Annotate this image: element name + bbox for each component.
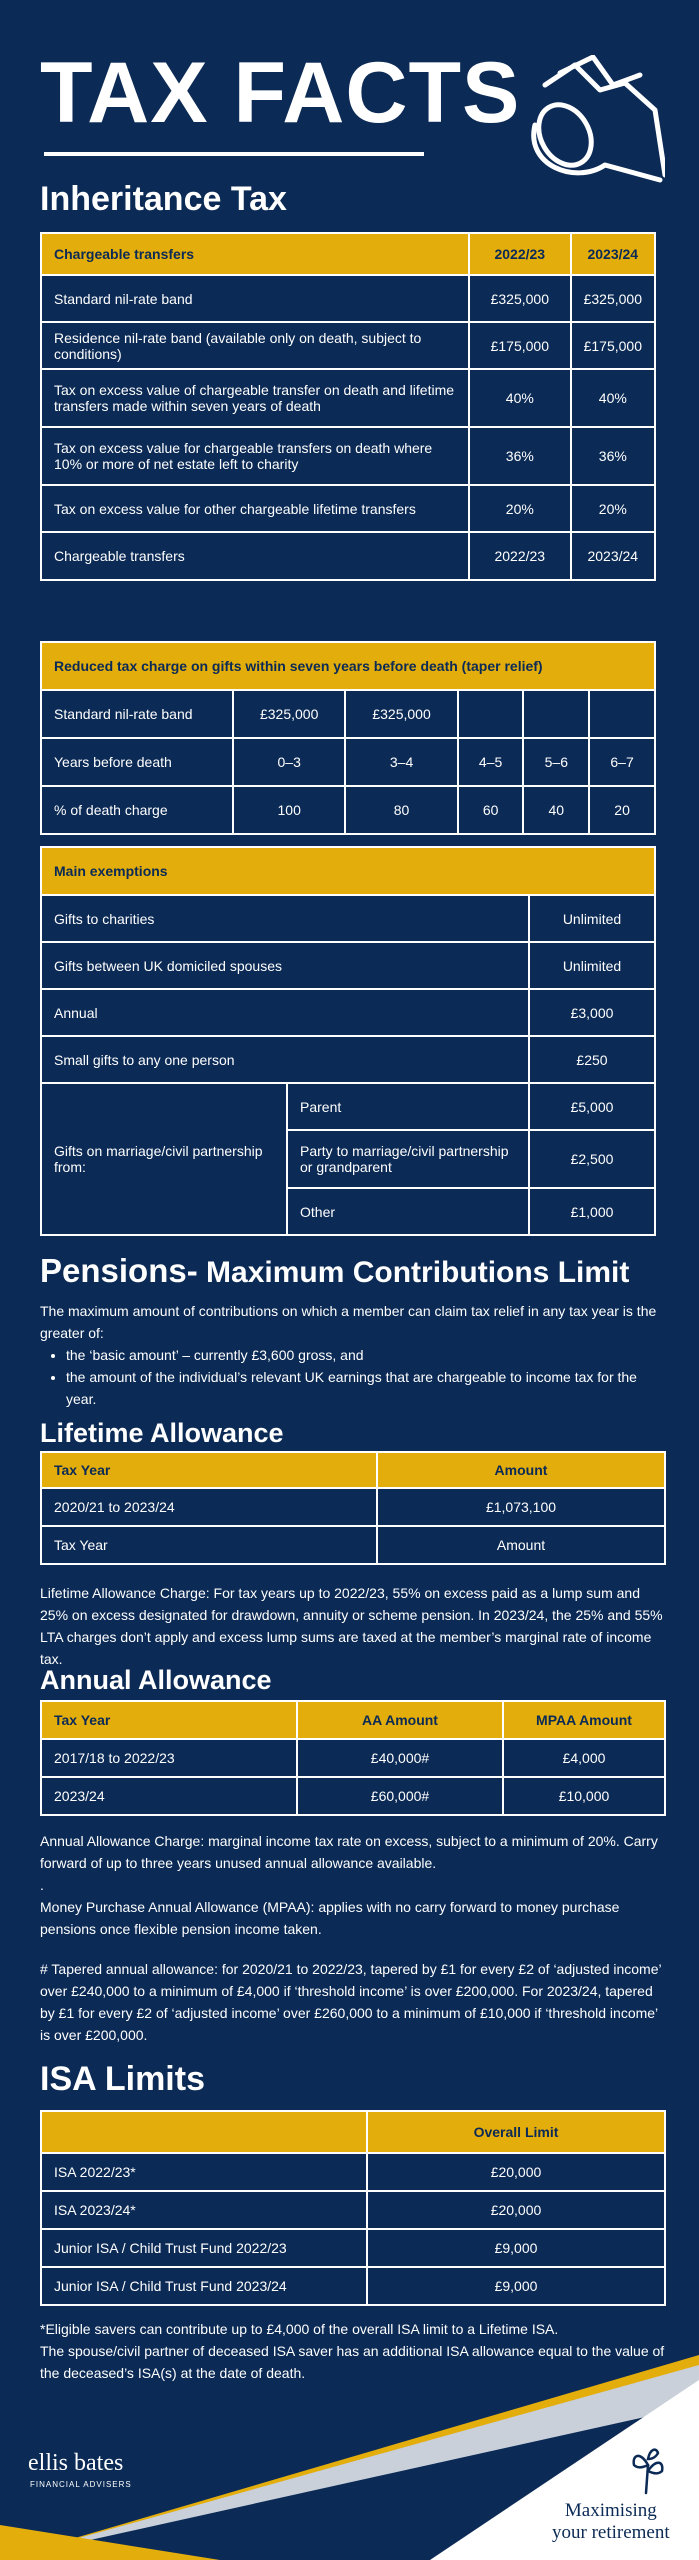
table-row bbox=[41, 275, 655, 322]
company-logo-sub: FINANCIAL ADVISERS bbox=[30, 2480, 132, 2489]
table-row bbox=[41, 690, 655, 738]
table-cell: 40% bbox=[571, 369, 655, 427]
table-cell: % of death charge bbox=[41, 786, 233, 834]
table-cell: Annual bbox=[41, 989, 529, 1036]
table-row bbox=[41, 2267, 665, 2305]
title-underline bbox=[44, 152, 424, 156]
hand-ok-icon bbox=[505, 55, 665, 190]
table-cell: 2023/24 bbox=[41, 1777, 297, 1815]
lifetime-allowance-heading: Lifetime Allowance bbox=[40, 1418, 284, 1448]
table-header-cell: AA Amount bbox=[297, 1701, 503, 1739]
tagline-line-2: your retirement bbox=[552, 2522, 670, 2543]
table-cell: Amount bbox=[377, 1526, 665, 1564]
table-cell bbox=[589, 690, 655, 738]
annual-allowance-heading: Annual Allowance bbox=[40, 1665, 272, 1695]
company-logo: ellis bates bbox=[28, 2450, 124, 2476]
plant-icon bbox=[626, 2445, 668, 2495]
table-row bbox=[41, 1083, 655, 1130]
table-cell: £10,000 bbox=[503, 1777, 665, 1815]
table-header-cell: Tax Year bbox=[41, 1452, 377, 1488]
table-cell: 80 bbox=[345, 786, 457, 834]
table-cell: Gifts on marriage/civil partnership from: bbox=[41, 1083, 287, 1235]
table-header-cell: Chargeable transfers bbox=[41, 233, 469, 275]
table-cell: 2020/21 to 2023/24 bbox=[41, 1488, 377, 1526]
table-header-cell bbox=[41, 2111, 367, 2153]
inheritance-rates-table bbox=[40, 232, 656, 581]
table-cell: Standard nil-rate band bbox=[41, 275, 469, 322]
table-cell: ISA 2023/24* bbox=[41, 2191, 367, 2229]
table-row bbox=[41, 532, 655, 580]
table-cell: Small gifts to any one person bbox=[41, 1036, 529, 1083]
table-cell: 36% bbox=[469, 427, 571, 485]
table-cell: Junior ISA / Child Trust Fund 2022/23 bbox=[41, 2229, 367, 2267]
table-cell: £250 bbox=[529, 1036, 655, 1083]
isa-note-lifetime: *Eligible savers can contribute up to £4,000 of the overall ISA limit to a Lifetime ISA. bbox=[40, 2321, 559, 2337]
table-cell: 20% bbox=[571, 485, 655, 532]
table-cell: £4,000 bbox=[503, 1739, 665, 1777]
table-row bbox=[41, 1488, 665, 1526]
pensions-heading-main: Pensions- bbox=[40, 1252, 198, 1289]
table-cell: £20,000 bbox=[367, 2191, 665, 2229]
table-cell: Chargeable transfers bbox=[41, 532, 469, 580]
table-row bbox=[41, 485, 655, 532]
table-cell: 0–3 bbox=[233, 738, 345, 786]
table-cell: 2017/18 to 2022/23 bbox=[41, 1739, 297, 1777]
table-row bbox=[41, 738, 655, 786]
table-row bbox=[41, 2229, 665, 2267]
table-cell: £1,073,100 bbox=[377, 1488, 665, 1526]
table-cell: 36% bbox=[571, 427, 655, 485]
list-item: • the amount of the individual’s relevant UK earnings that are chargeable to income tax for the year. bbox=[66, 1366, 670, 1410]
pensions-intro-text: The maximum amount of contributions on which a member can claim tax relief in any tax year is the greater of: bbox=[40, 1303, 657, 1341]
table-row bbox=[41, 322, 655, 369]
table-cell: £175,000 bbox=[469, 322, 571, 369]
table-cell: £60,000# bbox=[297, 1777, 503, 1815]
isa-note-spouse: The spouse/civil partner of deceased ISA saver has an additional ISA allowance equal to the value of the deceased’s ISA(s) at the date of death. bbox=[40, 2343, 665, 2381]
table-cell: Other bbox=[287, 1188, 529, 1235]
table-cell: Tax on excess value for other chargeable lifetime transfers bbox=[41, 485, 469, 532]
pensions-heading-rest: Maximum Contributions Limit bbox=[197, 1256, 630, 1289]
inheritance-tax-heading: Inheritance Tax bbox=[40, 180, 287, 218]
table-cell: 60 bbox=[458, 786, 524, 834]
table-cell: £5,000 bbox=[529, 1083, 655, 1130]
table-cell: Tax on excess value of chargeable transfer on death and lifetime transfers made within seven years of death bbox=[41, 369, 469, 427]
table-header-cell: 2023/24 bbox=[571, 233, 655, 275]
table-cell: 20 bbox=[589, 786, 655, 834]
table-cell: £325,000 bbox=[469, 275, 571, 322]
lta-note: Lifetime Allowance Charge: For tax years up to 2022/23, 55% on excess paid as a lump sum and 25% on excess designated for drawdown, annuity or scheme pension. In 2023/24, the 25% and 55% LTA charges don’t apply and excess lump sums are taxed at the member’s marginal rate of income tax. bbox=[40, 1585, 663, 1667]
main-exemptions-table bbox=[40, 846, 656, 1236]
table-row bbox=[41, 1739, 665, 1777]
table-header-cell: Main exemptions bbox=[41, 847, 655, 895]
table-row bbox=[41, 942, 655, 989]
table-cell: £9,000 bbox=[367, 2229, 665, 2267]
table-cell: £2,500 bbox=[529, 1130, 655, 1188]
tagline bbox=[552, 2500, 670, 2544]
table-cell: 5–6 bbox=[523, 738, 589, 786]
table-cell bbox=[458, 690, 524, 738]
aa-note-dot: . bbox=[40, 1877, 44, 1893]
table-cell: £325,000 bbox=[233, 690, 345, 738]
table-header-cell: Tax Year bbox=[41, 1701, 297, 1739]
table-cell: 2022/23 bbox=[469, 532, 571, 580]
list-item: • the ‘basic amount’ – currently £3,600 gross, and bbox=[66, 1344, 670, 1366]
table-row bbox=[41, 2191, 665, 2229]
taper-relief-table bbox=[40, 641, 656, 835]
table-row bbox=[41, 895, 655, 942]
aa-notes bbox=[40, 1830, 670, 2046]
lifetime-allowance-table bbox=[40, 1451, 666, 1565]
table-cell: Unlimited bbox=[529, 895, 655, 942]
table-cell: Residence nil-rate band (available only on death, subject to conditions) bbox=[41, 322, 469, 369]
annual-allowance-table bbox=[40, 1700, 666, 1816]
table-row bbox=[41, 1036, 655, 1083]
table-cell: £3,000 bbox=[529, 989, 655, 1036]
table-cell: £40,000# bbox=[297, 1739, 503, 1777]
table-cell: 40 bbox=[523, 786, 589, 834]
page-title: TAX FACTS bbox=[40, 45, 521, 141]
table-cell: £325,000 bbox=[345, 690, 457, 738]
table-row bbox=[41, 786, 655, 834]
table-cell: Tax Year bbox=[41, 1526, 377, 1564]
table-cell: £325,000 bbox=[571, 275, 655, 322]
table-cell: Standard nil-rate band bbox=[41, 690, 233, 738]
table-cell: Tax on excess value for chargeable transfers on death where 10% or more of net estate left to charity bbox=[41, 427, 469, 485]
table-row bbox=[41, 1526, 665, 1564]
table-cell: 2023/24 bbox=[571, 532, 655, 580]
table-header-cell: MPAA Amount bbox=[503, 1701, 665, 1739]
aa-note-mpaa: Money Purchase Annual Allowance (MPAA): applies with no carry forward to money purchase pensions once flexible pension income taken. bbox=[40, 1899, 620, 1937]
table-header-cell: Amount bbox=[377, 1452, 665, 1488]
table-header-cell: 2022/23 bbox=[469, 233, 571, 275]
table-header-cell: Overall Limit bbox=[367, 2111, 665, 2153]
table-cell: ISA 2022/23* bbox=[41, 2153, 367, 2191]
table-cell: £1,000 bbox=[529, 1188, 655, 1235]
table-cell: Years before death bbox=[41, 738, 233, 786]
aa-note-taper: # Tapered annual allowance: for 2020/21 to 2022/23, tapered by £1 for every £2 of ‘adjusted income’ over £240,000 to a minimum of £4,000 if ‘threshold income’ is over £200,000. For 2023/24, tapered by £1 for every £2 of ‘adjusted income’ over £260,000 to a minimum of £10,000 if ‘threshold income’ is over £200,000. bbox=[40, 1961, 662, 2043]
table-cell: 40% bbox=[469, 369, 571, 427]
table-cell: Party to marriage/civil partnership or grandparent bbox=[287, 1130, 529, 1188]
table-cell: £9,000 bbox=[367, 2267, 665, 2305]
isa-limits-heading: ISA Limits bbox=[40, 2060, 205, 2098]
table-row bbox=[41, 1777, 665, 1815]
table-cell: Junior ISA / Child Trust Fund 2023/24 bbox=[41, 2267, 367, 2305]
table-header-cell: Reduced tax charge on gifts within seven years before death (taper relief) bbox=[41, 642, 655, 690]
pensions-heading bbox=[40, 1252, 629, 1290]
table-cell: £175,000 bbox=[571, 322, 655, 369]
table-row bbox=[41, 2153, 665, 2191]
table-cell: 20% bbox=[469, 485, 571, 532]
pensions-intro bbox=[40, 1300, 670, 1410]
table-row bbox=[41, 369, 655, 427]
table-cell: Gifts to charities bbox=[41, 895, 529, 942]
aa-note-charge: Annual Allowance Charge: marginal income tax rate on excess, subject to a minimum of 20%. Carry forward of up to three years unused annual allowance available. bbox=[40, 1833, 658, 1871]
table-cell: Gifts between UK domiciled spouses bbox=[41, 942, 529, 989]
table-cell: 100 bbox=[233, 786, 345, 834]
isa-limits-table bbox=[40, 2110, 666, 2306]
table-cell bbox=[523, 690, 589, 738]
tagline-line-1: Maximising bbox=[564, 2500, 657, 2521]
table-cell: Unlimited bbox=[529, 942, 655, 989]
table-cell: £20,000 bbox=[367, 2153, 665, 2191]
table-row bbox=[41, 427, 655, 485]
table-cell: Parent bbox=[287, 1083, 529, 1130]
table-cell: 4–5 bbox=[458, 738, 524, 786]
table-cell: 3–4 bbox=[345, 738, 457, 786]
table-cell: 6–7 bbox=[589, 738, 655, 786]
table-row bbox=[41, 989, 655, 1036]
